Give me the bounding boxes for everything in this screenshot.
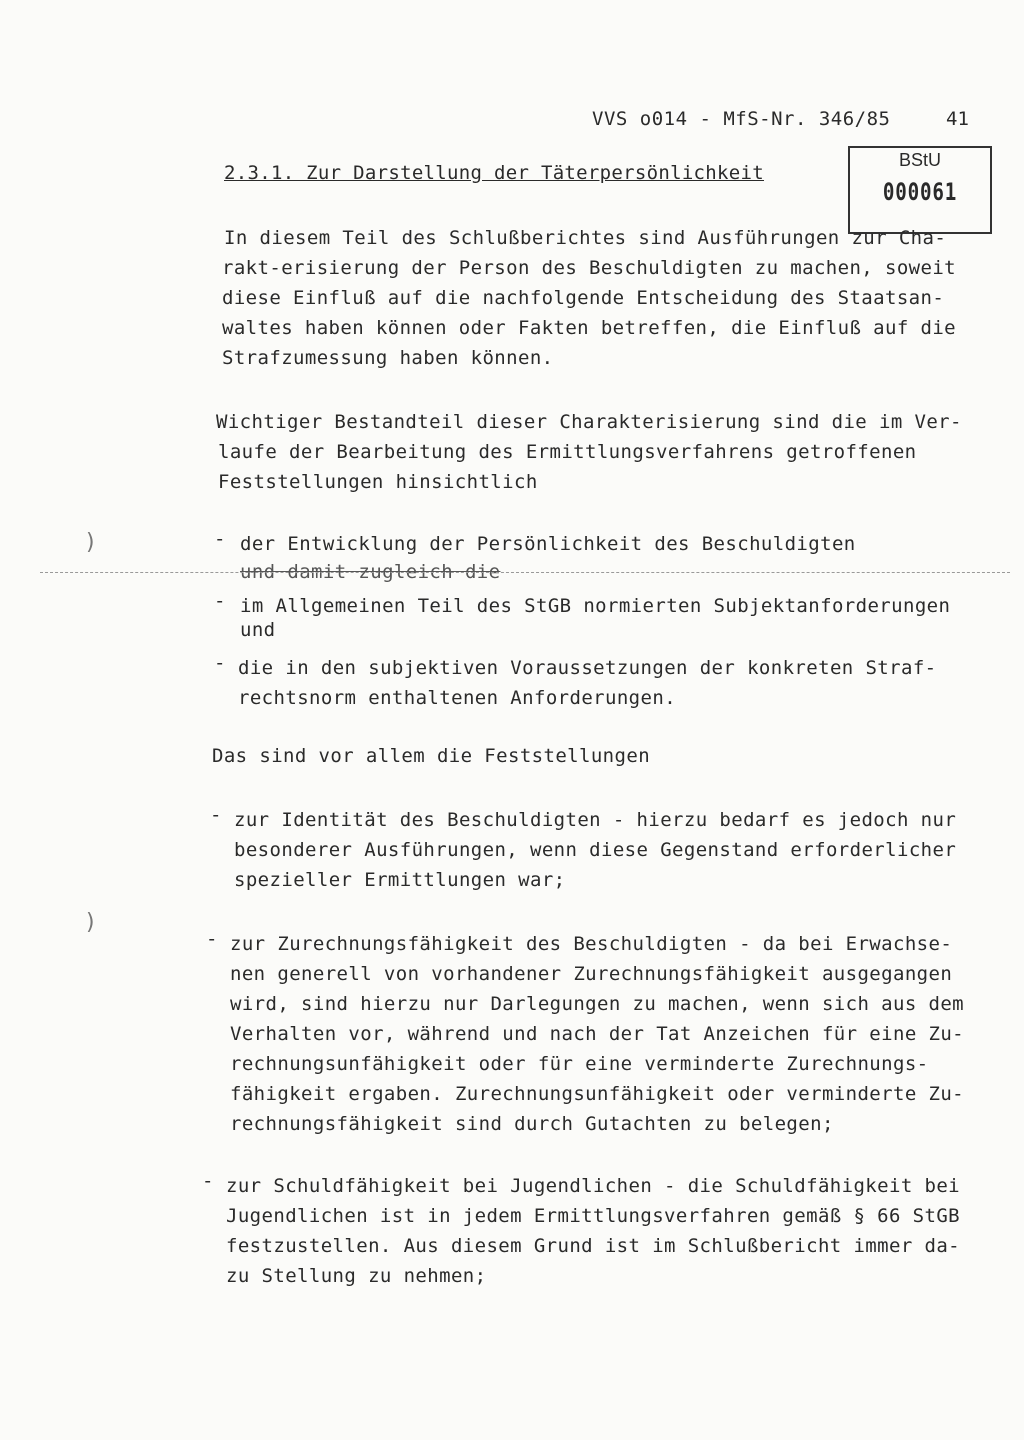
list-item-line: zu Stellung zu nehmen;	[226, 1265, 487, 1287]
list-item-line: zur Identität des Beschuldigten - hierzu bedarf es jedoch nur	[234, 809, 957, 831]
list-dash: -	[202, 1170, 214, 1192]
list-item-line: rechtsnorm enthaltenen Anforderungen.	[238, 687, 677, 709]
list-item-line: zur Zurechnungsfähigkeit des Beschuldigten - da bei Erwachse-	[230, 933, 953, 955]
document-reference: VVS o014 - MfS-Nr. 346/85	[592, 108, 891, 130]
margin-mark: )	[84, 530, 98, 555]
list-item-line: und	[240, 619, 276, 641]
paragraph-1-line: In diesem Teil des Schlußberichtes sind Ausführungen zur Cha-	[224, 227, 947, 249]
paragraph-3: Das sind vor allem die Feststellungen	[212, 745, 651, 767]
list-item-line: rechnungsfähigkeit sind durch Gutachten zu belegen;	[230, 1113, 834, 1135]
horizontal-rule	[40, 572, 1010, 573]
paragraph-1-line: Strafzumessung haben können.	[222, 347, 554, 369]
list-item-line: nen generell von vorhandener Zurechnungsfähigkeit ausgegangen	[230, 963, 953, 985]
paragraph-1-line: diese Einfluß auf die nachfolgende Entscheidung des Staatsan-	[222, 287, 945, 309]
list-item-line: im Allgemeinen Teil des StGB normierten Subjektanforderungen	[240, 595, 951, 617]
paragraph-1-line: waltes haben können oder Fakten betreffen, die Einfluß auf die	[222, 317, 957, 339]
paragraph-2-line: Wichtiger Bestandteil dieser Charakterisierung sind die im Ver-	[216, 411, 962, 433]
list-dash: -	[210, 804, 222, 826]
list-dash: -	[214, 528, 226, 550]
list-item-line: fähigkeit ergaben. Zurechnungsunfähigkeit oder verminderte Zu-	[230, 1083, 965, 1105]
stamp-label: BStU	[898, 150, 941, 170]
list-item-line: festzustellen. Aus diesem Grund ist im Schlußbericht immer da-	[226, 1235, 961, 1257]
stamp-number: 000061	[882, 178, 958, 206]
archive-stamp	[848, 146, 992, 234]
section-title: 2.3.1. Zur Darstellung der Täterpersönlichkeit	[224, 162, 764, 184]
paragraph-2-line: Feststellungen hinsichtlich	[218, 471, 538, 493]
list-dash: -	[206, 928, 218, 950]
list-dash: -	[214, 652, 226, 674]
list-item-line: Verhalten vor, während und nach der Tat Anzeichen für eine Zu-	[230, 1023, 965, 1045]
list-item-line: Jugendlichen ist in jedem Ermittlungsverfahren gemäß § 66 StGB	[226, 1205, 961, 1227]
margin-mark: )	[84, 910, 98, 935]
struck-out-line: und damit zugleich die	[240, 561, 501, 583]
list-item-line: zur Schuldfähigkeit bei Jugendlichen - die Schuldfähigkeit bei	[226, 1175, 961, 1197]
list-item-line: besonderer Ausführungen, wenn diese Gegenstand erforderlicher	[234, 839, 957, 861]
list-item-line: spezieller Ermittlungen war;	[234, 869, 566, 891]
list-item-line: wird, sind hierzu nur Darlegungen zu machen, wenn sich aus dem	[230, 993, 965, 1015]
list-item-line: die in den subjektiven Voraussetzungen der konkreten Straf-	[238, 657, 937, 679]
page-number: 41	[946, 108, 969, 130]
list-item-line: rechnungsunfähigkeit oder für eine verminderte Zurechnungs-	[230, 1053, 929, 1075]
paragraph-1-line: rakt-erisierung der Person des Beschuldigten zu machen, soweit	[222, 257, 957, 279]
list-dash: -	[214, 590, 226, 612]
list-item-line: der Entwicklung der Persönlichkeit des Beschuldigten	[240, 533, 856, 555]
paragraph-2-line: laufe der Bearbeitung des Ermittlungsverfahrens getroffenen	[218, 441, 917, 463]
